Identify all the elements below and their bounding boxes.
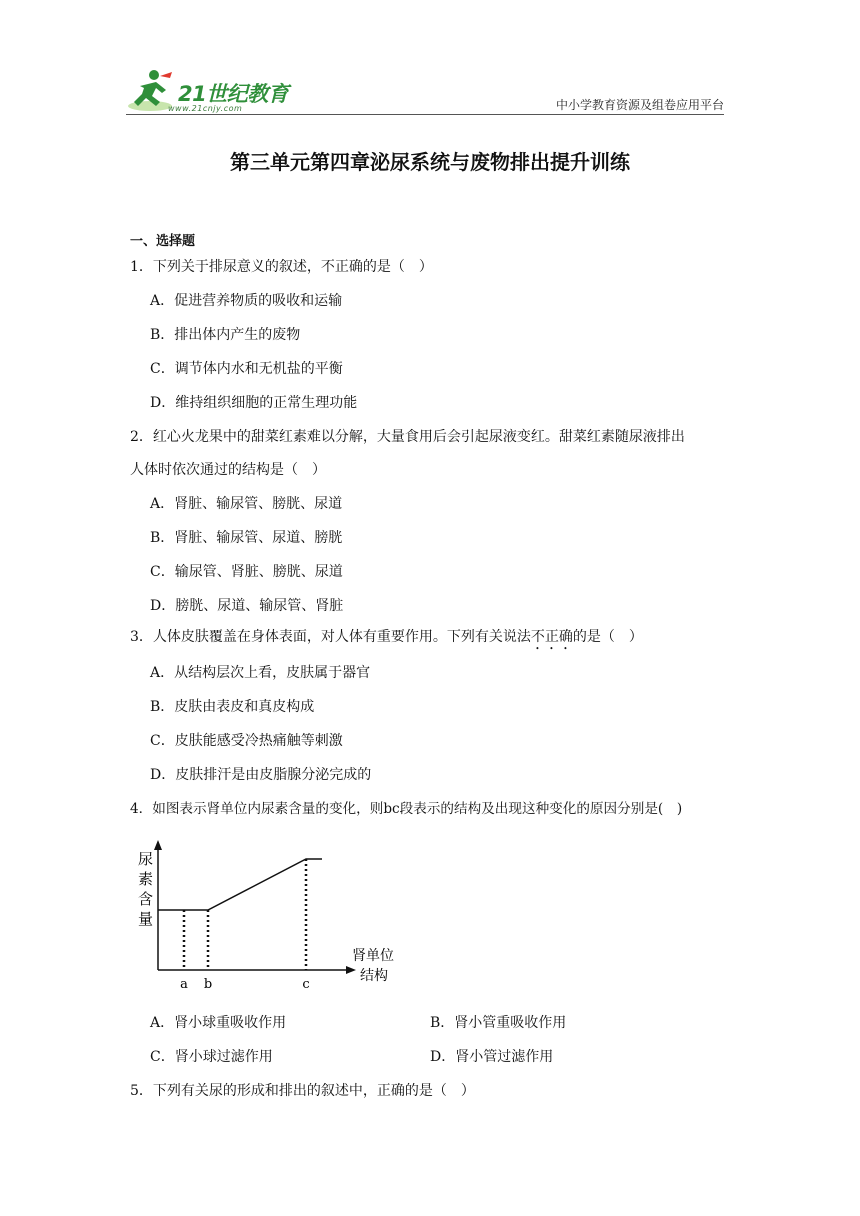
x-tick-label-a: a (180, 977, 188, 992)
logo (126, 66, 296, 116)
page-title: 第三单元第四章泌尿系统与废物排出提升训练 (230, 150, 630, 174)
question-3-option-d[interactable]: D．皮肤排汗是由皮脂腺分泌完成的 (150, 767, 372, 783)
logo-text: 21世纪教育 (178, 82, 289, 106)
urea-series-line (158, 859, 322, 910)
section-heading: 一、选择题 (130, 234, 196, 249)
question-3-stem-emphasis: 不正确 (530, 629, 573, 645)
x-label-line-2: 结构 (360, 968, 388, 984)
question-2-stem-line2: 人体时依次通过的结构是（ ） (130, 462, 326, 478)
question-3-option-a[interactable]: A．从结构层次上看，皮肤属于器官 (150, 665, 371, 681)
question-3-option-b[interactable]: B．皮肤由表皮和真皮构成 (150, 699, 315, 715)
question-3-option-c[interactable]: C．皮肤能感受冷热痛触等刺激 (150, 733, 343, 749)
question-4-stem: 4．如图表示肾单位内尿素含量的变化，则bc段表示的结构及出现这种变化的原因分别是( ) (130, 801, 683, 817)
question-1-stem: 1．下列关于排尿意义的叙述，不正确的是（ ） (130, 259, 433, 275)
question-1-option-d[interactable]: D．维持组织细胞的正常生理功能 (150, 395, 358, 411)
question-3-stem-post: 的是（ ） (572, 629, 643, 645)
y-axis-arrow (154, 840, 162, 850)
question-2-option-d[interactable]: D．膀胱、尿道、输尿管、肾脏 (150, 598, 344, 614)
logo-url: www.21cnjy.com (168, 104, 243, 113)
question-2-option-b[interactable]: B．肾脏、输尿管、尿道、膀胱 (150, 530, 343, 546)
y-label-char-1: 尿 (138, 850, 154, 868)
question-4-option-a[interactable]: A．肾小球重吸收作用 (150, 1015, 287, 1031)
x-tick-label-b: b (203, 977, 213, 992)
question-4-option-b[interactable]: B．肾小管重吸收作用 (430, 1015, 567, 1031)
question-3-stem (130, 626, 643, 653)
question-5-stem: 5．下列有关尿的形成和排出的叙述中，正确的是（ ） (130, 1083, 475, 1099)
x-tick-label-c: c (302, 977, 310, 992)
question-1-option-c[interactable]: C．调节体内水和无机盐的平衡 (150, 361, 343, 377)
question-1-option-a[interactable]: A．促进营养物质的吸收和运输 (150, 293, 343, 309)
page-header (126, 66, 724, 116)
urea-chart (130, 836, 410, 996)
header-divider (126, 114, 724, 115)
question-4-option-d[interactable]: D．肾小管过滤作用 (430, 1049, 554, 1065)
question-2-option-a[interactable]: A．肾脏、输尿管、膀胱、尿道 (150, 496, 343, 512)
question-1-option-b[interactable]: B．排出体内产生的废物 (150, 327, 301, 343)
question-2-option-c[interactable]: C．输尿管、肾脏、膀胱、尿道 (150, 564, 343, 580)
y-label-char-3: 含 (138, 890, 154, 908)
x-label-line-1: 肾单位 (352, 948, 394, 964)
question-3-stem-pre: 3．人体皮肤覆盖在身体表面，对人体有重要作用。下列有关说法 (130, 629, 531, 645)
platform-name: 中小学教育资源及组卷应用平台 (555, 98, 724, 112)
y-label-char-4: 量 (138, 910, 154, 928)
urea-chart-svg (130, 836, 410, 996)
y-label-char-2: 素 (138, 870, 154, 888)
x-axis-arrow (346, 966, 356, 974)
question-4-option-c[interactable]: C．肾小球过滤作用 (150, 1049, 273, 1065)
question-2-stem-line1: 2．红心火龙果中的甜菜红素难以分解，大量食用后会引起尿液变红。甜菜红素随尿液排出 (130, 429, 685, 445)
